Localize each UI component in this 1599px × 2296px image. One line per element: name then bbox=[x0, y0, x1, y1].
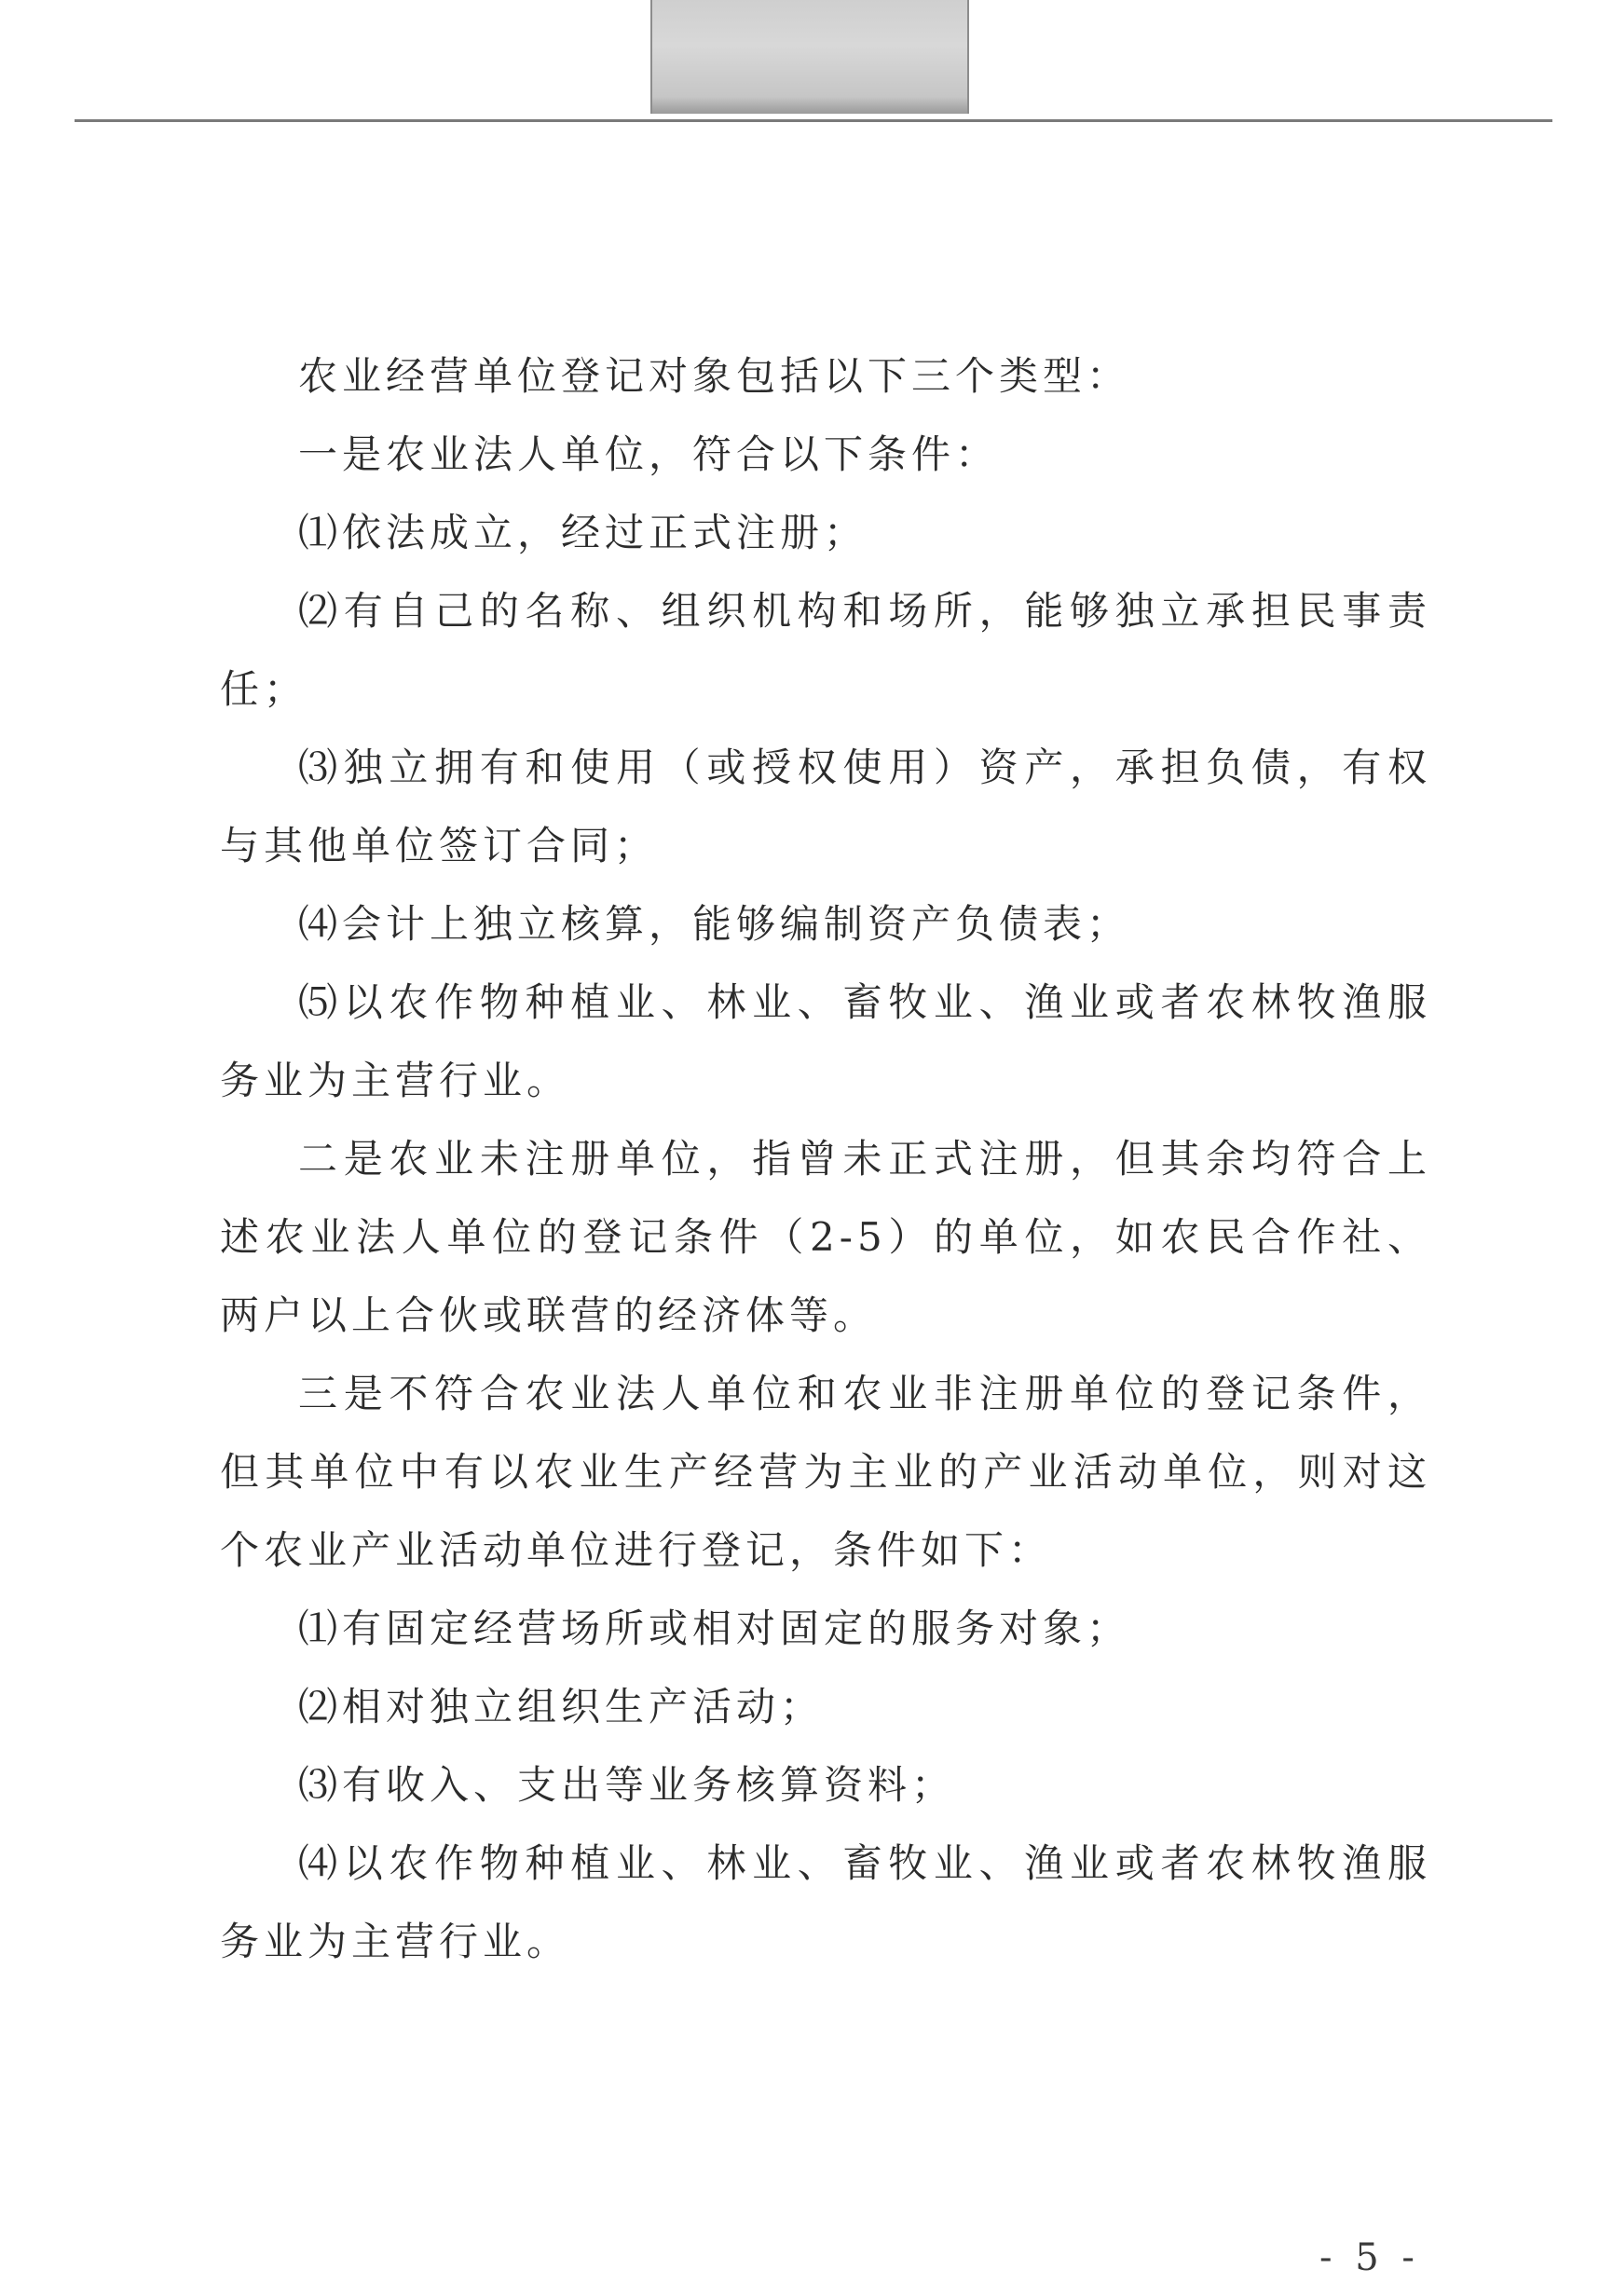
paragraph-activity-condition-4: ⑷以农作物种植业、林业、畜牧业、渔业或者农林牧渔服务业为主营行业。 bbox=[220, 1840, 1431, 1964]
scanner-clip-mark bbox=[650, 0, 969, 114]
paragraph-intro: 农业经营单位登记对象包括以下三个类型： bbox=[298, 353, 1131, 399]
scanner-edge-line bbox=[75, 119, 1552, 122]
paragraph-condition-5: ⑸以农作物种植业、林业、畜牧业、渔业或者农林牧渔服务业为主营行业。 bbox=[220, 979, 1431, 1103]
paragraph-activity-condition-2: ⑵相对独立组织生产活动； bbox=[298, 1684, 825, 1729]
document-body bbox=[220, 337, 1431, 1981]
paragraph-condition-2: ⑵有自己的名称、组织机构和场所，能够独立承担民事责任； bbox=[220, 588, 1431, 712]
paragraph-activity-condition-1: ⑴有固定经营场所或相对固定的服务对象； bbox=[298, 1606, 1131, 1651]
page-number: - 5 - bbox=[1319, 2236, 1420, 2279]
paragraph-type-two: 二是农业未注册单位，指曾未正式注册，但其余均符合上述农业法人单位的登记条件（2-5）的单位，如农民合作社、两户以上合伙或联营的经济体等。 bbox=[220, 1136, 1431, 1338]
paragraph-activity-condition-3: ⑶有收入、支出等业务核算资料； bbox=[298, 1762, 956, 1808]
paragraph-type-three: 三是不符合农业法人单位和农业非注册单位的登记条件，但其单位中有以农业生产经营为主业的产业活动单位，则对这个农业产业活动单位进行登记，条件如下： bbox=[220, 1371, 1431, 1573]
paragraph-condition-4: ⑷会计上独立核算，能够编制资产负债表； bbox=[298, 901, 1131, 947]
paragraph-condition-3: ⑶独立拥有和使用（或授权使用）资产，承担负债，有权与其他单位签订合同； bbox=[220, 745, 1431, 868]
paragraph-type-one: 一是农业法人单位，符合以下条件： bbox=[298, 431, 1000, 477]
paragraph-condition-1: ⑴依法成立，经过正式注册； bbox=[298, 510, 868, 555]
